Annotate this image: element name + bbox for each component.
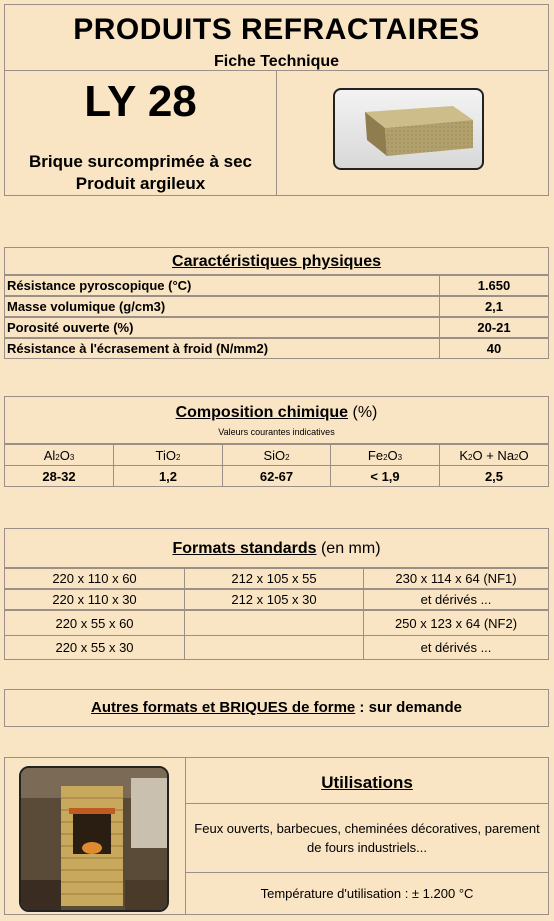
utilisations-text-box [185,803,549,873]
physique-label-2: Masse volumique (g/cm3) [4,296,440,317]
chimique-header-tio2: TiO $_2$ [113,444,223,466]
physique-value-4: 40 [439,338,549,359]
chimique-title: Composition chimique [175,404,349,421]
autres-suffix: : sur demande [355,699,462,716]
brick-icon [335,90,482,168]
format-r3-c1: 220 x 55 x 60 [4,610,185,636]
format-r1-c1: 220 x 110 x 60 [4,568,185,589]
formats-title-row [5,540,548,558]
physique-label-1: Résistance pyroscopique (°C) [4,275,440,296]
formats-unit: (en mm) [320,540,381,557]
chimique-value-k2o-na2o: 2,5 [439,465,549,487]
chimique-value-al2o3: 28-32 [4,465,114,487]
chimique-header-sio2: SiO $_2$ [222,444,331,466]
chimique-header-al2o3: Al $_2$ O $_3$ [4,444,114,466]
format-r2-c1: 220 x 110 x 30 [4,589,185,610]
product-desc-line2: Produit argileux [75,174,206,193]
page-title: PRODUITS REFRACTAIRES [73,13,480,46]
formats-title: Formats standards [172,540,317,557]
chimique-header-k2o-na2o: K $_2$ O + Na $_2$ O [439,444,549,466]
format-r3-c3: 250 x 123 x 64 (NF2) [363,610,549,636]
physique-title-box [4,247,549,275]
format-r4-c2 [184,635,364,660]
product-code: LY 28 [84,77,197,126]
format-r4-c1: 220 x 55 x 30 [4,635,185,660]
product-box [4,70,277,196]
utilisations-temp-box [185,872,549,915]
chimique-note: Valeurs courantes indicatives [218,427,335,437]
chimique-title-box [4,396,549,444]
physique-label-3: Porosité ouverte (%) [4,317,440,338]
autres-label: Autres formats et BRIQUES de forme [91,699,356,716]
utilisations-title: Utilisations [321,773,413,792]
header-box [4,4,549,71]
chimique-title-row [5,404,548,422]
fireplace-photo [19,766,169,912]
chimique-value-tio2: 1,2 [113,465,223,487]
physique-label-4: Résistance à l'écrasement à froid (N/mm2) [4,338,440,359]
format-r4-c3: et dérivés ... [363,635,549,660]
format-r1-c2: 212 x 105 x 55 [184,568,364,589]
formats-title-box [4,528,549,568]
format-r2-c3: et dérivés ... [363,589,549,610]
brick-image [333,88,484,170]
physique-value-3: 20-21 [439,317,549,338]
chimique-header-fe2o3: Fe $_2$ O $_3$ [330,444,440,466]
format-r3-c2 [184,610,364,636]
page-subtitle: Fiche Technique [213,53,340,70]
chimique-value-sio2: 62-67 [222,465,331,487]
chimique-unit: (%) [352,404,378,421]
product-description [5,151,276,195]
physique-title: Caractéristiques physiques [172,253,381,270]
utilisations-temperature: Température d'utilisation : ± 1.200 °C [260,886,474,901]
product-desc-line1: Brique surcomprimée à sec [29,152,252,171]
format-r1-c3: 230 x 114 x 64 (NF1) [363,568,549,589]
fireplace-icon [21,768,167,910]
physique-value-2: 2,1 [439,296,549,317]
chimique-value-fe2o3: < 1,9 [330,465,440,487]
utilisations-photo-box [4,757,186,915]
product-image-box [276,70,549,196]
utilisations-text: Feux ouverts, barbecues, cheminées décoratives, parement de fours industriels... [194,821,540,855]
autres-box [4,689,549,727]
physique-value-1: 1.650 [439,275,549,296]
format-r2-c2: 212 x 105 x 30 [184,589,364,610]
autres-row [5,699,548,716]
utilisations-title-box [185,757,549,804]
